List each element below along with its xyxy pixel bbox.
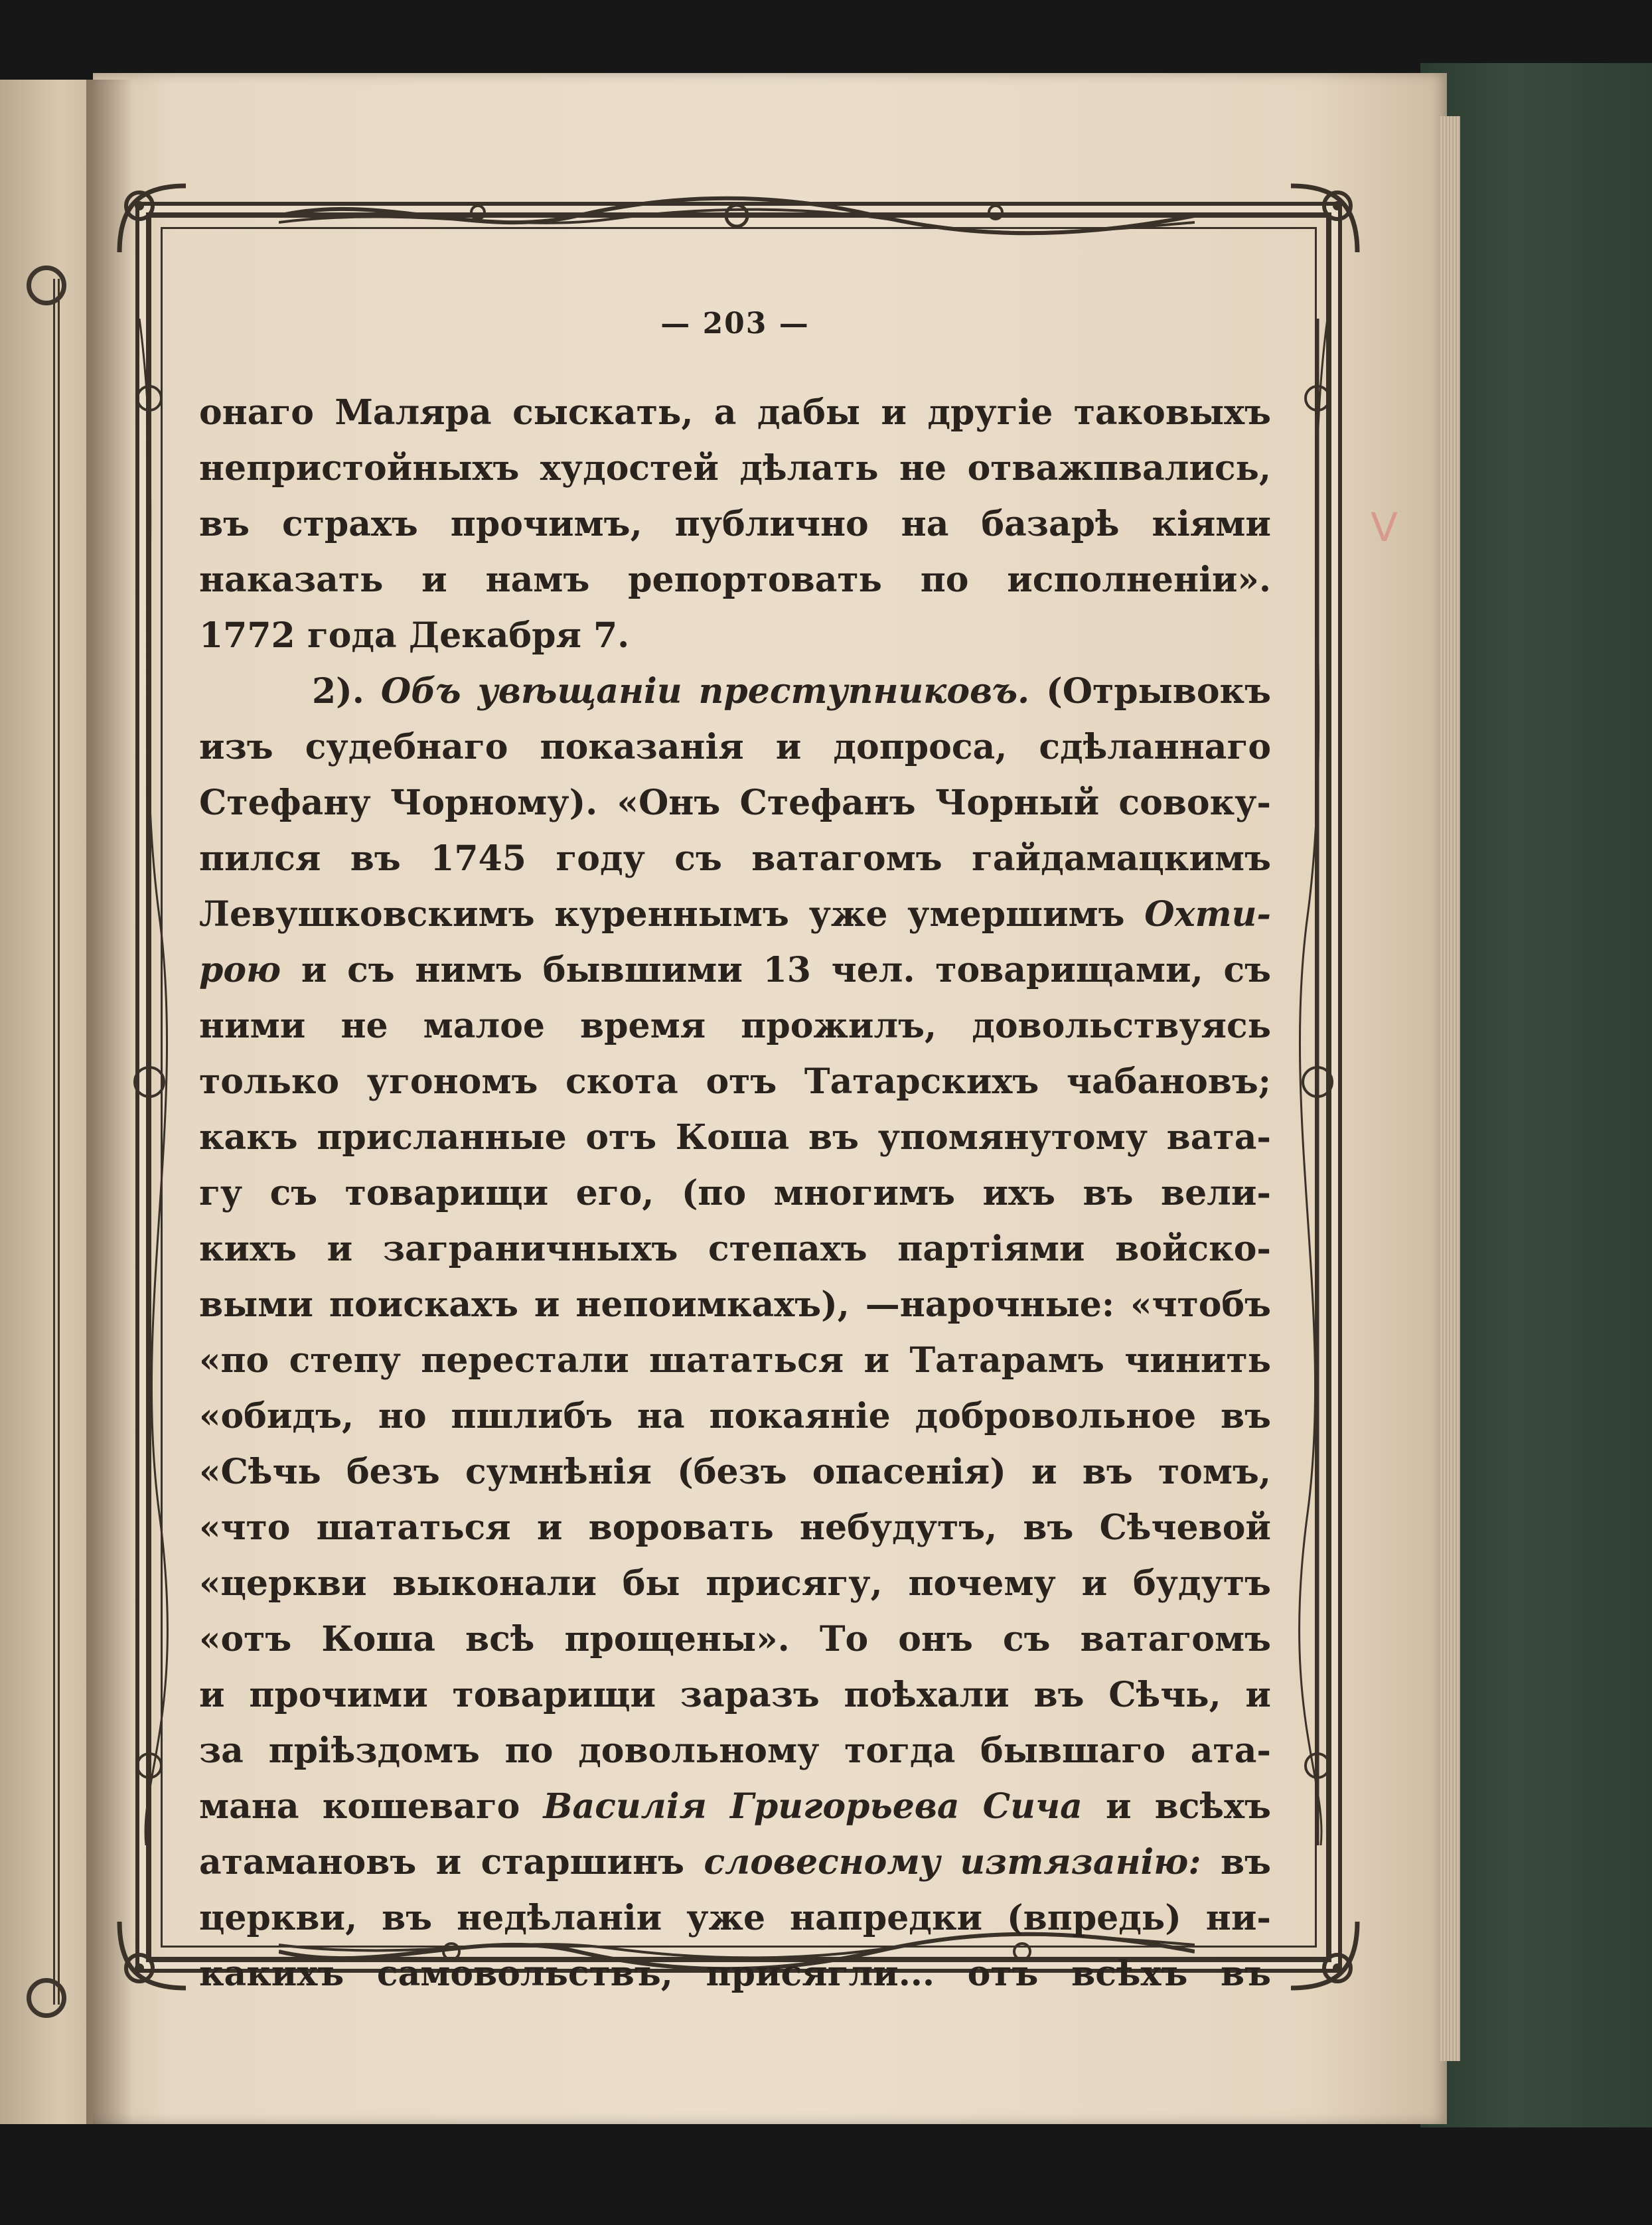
text-line	[199, 441, 1271, 497]
text-line-content: «обидъ, но пшлибъ на покаяніе добровольное въ	[199, 1396, 1271, 1436]
corner-ornament-top-left	[113, 179, 192, 259]
text-line	[199, 552, 1271, 608]
previous-page-edge	[0, 80, 100, 2124]
text-line-content: и прочими товарищи заразъ поѣхали въ Сѣчь, и	[199, 1675, 1271, 1715]
text-line-content: въ	[1201, 1842, 1271, 1882]
text-line-content: ними не малое время прожилъ, довольствуясь	[199, 1006, 1271, 1046]
text-line-content: только угономъ скота отъ Татарскихъ чабановъ;	[199, 1061, 1271, 1102]
text-line-content: и съ нимъ бывшими 13 чел. товарищами, съ	[281, 950, 1271, 990]
text-line	[199, 1667, 1271, 1723]
text-line-content: гу съ товарищи его, (по многимъ ихъ въ вели-	[199, 1173, 1271, 1213]
text-line-content: непристойныхъ худостей дѣлать не отважпвались,	[199, 448, 1271, 489]
italic-phrase: рою	[199, 950, 281, 990]
text-line-content: изъ судебнаго показанія и допроса, сдѣланнаго	[199, 727, 1271, 767]
text-line	[199, 1166, 1271, 1221]
text-line	[199, 943, 1271, 998]
text-line	[199, 1890, 1271, 1946]
text-line	[199, 775, 1271, 831]
margin-pencil-mark: V	[1371, 504, 1398, 551]
text-line	[199, 1946, 1271, 2002]
text-line	[199, 1556, 1271, 1612]
corner-ornament-top-right	[1284, 179, 1364, 259]
text-line-content: Стефану Чорному). «Онъ Стефанъ Чорный совоку-	[199, 783, 1271, 823]
text-line-content: «что шататься и воровать небудутъ, въ Сѣчевой	[199, 1507, 1271, 1548]
text-line-content: въ страхъ прочимъ, публично на базарѣ кіями	[199, 504, 1271, 544]
text-line	[199, 664, 1271, 720]
text-line-content: Левушковскимъ куреннымъ уже умершимъ	[199, 894, 1145, 935]
text-line	[199, 608, 1271, 664]
corner-ornament-bottom-right	[1284, 1915, 1364, 1995]
text-line	[199, 831, 1271, 887]
italic-phrase: словесному изтязанію:	[704, 1842, 1201, 1882]
text-line	[199, 1723, 1271, 1779]
text-line	[199, 720, 1271, 775]
top-ornament	[279, 192, 1195, 239]
text-line-content: какъ присланные отъ Коша въ упомянутому вата-	[199, 1117, 1271, 1158]
page-edges	[1440, 116, 1460, 2061]
text-line	[199, 1835, 1271, 1890]
text-line	[199, 385, 1271, 441]
text-line-content: и всѣхъ	[1082, 1786, 1271, 1827]
right-ornament	[1294, 319, 1341, 1845]
text-line	[199, 1444, 1271, 1500]
text-line-content: (Отрывокъ	[1029, 671, 1271, 712]
text-line-content: «отъ Коша всѣ прощены». То онъ съ ватагомъ	[199, 1619, 1271, 1659]
text-line-content: наказать и намъ репортовать по исполненіи».	[199, 560, 1271, 600]
italic-phrase: Василія Григорьева Сича	[543, 1786, 1083, 1827]
text-line-content: кихъ и заграничныхъ степахъ партіями войско-	[199, 1229, 1271, 1269]
page-number: — 203 —	[660, 307, 810, 341]
text-line-content: мана кошеваго	[199, 1786, 544, 1827]
text-line-content: «по степу перестали шататься и Татарамъ чинить	[199, 1340, 1271, 1381]
text-line-content: «церкви выконали бы присягу, почему и будутъ	[199, 1563, 1271, 1604]
text-line	[199, 1277, 1271, 1333]
page-text	[199, 385, 1271, 2002]
text-line	[199, 1779, 1271, 1835]
text-line-content: 2).	[312, 671, 381, 712]
text-line-content: выми поискахъ и непоимкахъ), —нарочные: «чтобъ	[199, 1284, 1271, 1325]
text-line	[199, 887, 1271, 943]
text-line-content: церкви, въ недѣланіи уже напредки (впредь) ни-	[199, 1898, 1271, 1938]
italic-phrase: Охти-	[1144, 894, 1271, 935]
text-line	[199, 1612, 1271, 1667]
text-line	[199, 1110, 1271, 1166]
text-line-content: 1772 года Декабря 7.	[199, 615, 630, 656]
left-ornament	[126, 319, 173, 1845]
italic-phrase: Объ увѣщаніи преступниковъ.	[380, 671, 1030, 712]
text-line	[199, 1389, 1271, 1444]
text-line	[199, 1333, 1271, 1389]
corner-ornament-bottom-left	[113, 1915, 192, 1995]
text-line	[199, 1221, 1271, 1277]
text-line	[199, 998, 1271, 1054]
text-line-content: атамановъ и старшинъ	[199, 1842, 704, 1882]
text-line-content: «Сѣчь безъ сумнѣнія (безъ опасенія) и въ томъ,	[199, 1452, 1271, 1492]
text-line	[199, 497, 1271, 552]
text-line	[199, 1500, 1271, 1556]
text-line-content: за пріѣздомъ по довольному тогда бывшаго ата-	[199, 1730, 1271, 1771]
text-line-content: онаго Маляра сыскать, а дабы и другіе таковыхъ	[199, 392, 1271, 433]
text-line-content: пился въ 1745 году съ ватагомъ гайдамацкимъ	[199, 838, 1271, 879]
text-line	[199, 1054, 1271, 1110]
text-line-content: какихъ самовольствъ, присягли... отъ всѣхъ въ	[199, 1954, 1271, 1994]
previous-page-frame	[7, 279, 60, 2005]
